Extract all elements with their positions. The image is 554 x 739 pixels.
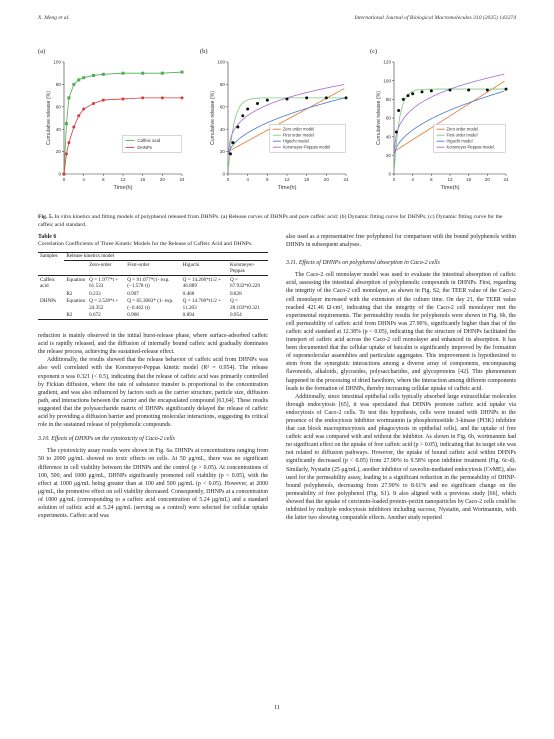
x-tick-label: 20 [484, 177, 490, 182]
caffeic-acid-point [82, 76, 85, 79]
table-cell: 0.828 [230, 290, 242, 297]
y-tick-label: 40 [55, 126, 61, 132]
y-tick-label: 20 [55, 149, 61, 155]
table-head-higuchi: Higuchi [182, 261, 200, 268]
x-tick-label: 8 [102, 177, 105, 182]
y-tick-label: 100 [383, 78, 391, 84]
figure-caption-label: Fig. 5. [38, 214, 54, 220]
x-tick-label: 0 [226, 177, 230, 182]
x-tick-label: 20 [159, 177, 165, 182]
x-tick-label: 12 [284, 177, 290, 182]
y-tick-label: 0 [388, 171, 391, 177]
x-tick-label: 16 [466, 177, 472, 182]
y-tick-label: 40 [219, 126, 225, 132]
caffeic-acid-point [77, 78, 80, 81]
x-axis-label: Time(h) [113, 185, 133, 191]
table-cell: Q = 14.206*t1/2 + 46.889 [182, 276, 222, 290]
left-column [38, 233, 268, 520]
dhnps-point [82, 108, 85, 111]
x-tick-label: 12 [447, 177, 453, 182]
table-head-first-order: First-order [127, 261, 150, 268]
table-cell: Q = 2.528*t + 24.352 [89, 298, 119, 311]
dhnps-point [65, 152, 68, 155]
panel-label-a: (a) [38, 48, 46, 55]
table-cell: 0.954 [230, 312, 242, 319]
observed-point [430, 89, 433, 92]
legend-label: Zero order model [446, 126, 478, 132]
paragraph: Additionally, since intestinal epithelial cells typically absorbed large extracellular molecules through endocytosis [65], it was speculated that DHNPs promote caffeic acid uptake via endocytosis of Caco-2 cells. To test this hypothesis, cells were treated with DHNPs in the presence of the endocytosis inhibitor wortmannin (a phosphoinositide 3-kinase (PI3K) inhibitor that can block macropinocytosis and phagocytosis in epithelial cells), and the uptake of free caffeic acid was compared with and without the inhibitor. As shown in Fig. 6b, wortmannin had no significant effect on the uptake of free caffeic acid (p > 0.05), indicating that its target site was not related to diffusion pathways. However, the uptake of bound caffeic acid within DHNPs significantly decreased (p < 0.05) from 27.90% to 9.58% upon inhibitor treatment (Fig. 6c-d). Similarly, Nystatin (25 μg/mL), another inhibitor of caveolin-mediated endocytosis (CvME), also used for the permeability assay, leading to a significant reduction in the permeability of DHNP-bound polyphenols, decreasing from 27.90% to 8.61% and no significant change on the permeability of free polyphenol (Fig. S1). It also aligned with a previous study [66], which showed that the uptake of curcumin-loaded protein–pectin nanoparticles by Caco-2 cells could be inhibited by multiple endocytosis inhibitors including sucrose, Nystatin, and Wortmannin, with the latter two showing comparable effects. Another study reported [286, 393, 516, 522]
y-tick-label: 60 [219, 104, 225, 110]
table-cell: R2 [66, 290, 73, 297]
dhnps-point [67, 141, 70, 144]
right-column [286, 233, 516, 522]
legend-label: Korsmeyer-Peppas model [282, 144, 331, 150]
y-tick-label: 40 [385, 134, 391, 140]
y-tick-label: 100 [217, 59, 225, 65]
table-cell: 0.968 [127, 312, 139, 319]
observed-point [305, 96, 308, 99]
observed-point [467, 89, 470, 92]
table-cell: Q = 1.977*t + 61.533 [89, 276, 119, 290]
table-cell: 0.894 [182, 312, 195, 319]
y-tick-label: 80 [55, 82, 61, 87]
x-tick-label: 4 [246, 177, 249, 182]
table-head-korsmeyer: Korsmeyer-Peppas [230, 261, 255, 275]
y-tick-label: 0 [222, 171, 225, 177]
table-cell: Equation [66, 298, 86, 305]
dhnps-fitting-chart [200, 46, 360, 206]
caffeic-acid-point [122, 72, 125, 75]
observed-point [236, 125, 239, 128]
paragraph: reduction is mainly observed in the initial burst-release phase, where surface-adsorbed caffeic acid is rapidly released, and the diffusion of internally bound caffeic acid gradually dominates the release process, achieving the sustained-release effect. [38, 333, 268, 356]
panel-label-c: (c) [370, 48, 378, 55]
y-tick-label: 100 [53, 59, 61, 65]
table-cell: Q = 28.103*t0.321 [230, 298, 260, 311]
release-curve-chart [36, 46, 201, 206]
caffeic-acid-point [141, 72, 144, 75]
section-heading: 3.10. Effects of DHNPs on the cytotoxicity of Caco-2 cells [38, 436, 175, 443]
table-cell: Equation [66, 276, 86, 283]
table-row [38, 290, 268, 298]
table-cell: R2 [66, 312, 73, 319]
table-row [38, 276, 268, 291]
observed-point [421, 90, 424, 93]
caffeic-acid-point [161, 72, 164, 75]
x-tick-label: 24 [503, 177, 509, 182]
caffeic-acid-point [181, 71, 184, 74]
table-cell: 0.233 [89, 290, 101, 297]
observed-point [407, 94, 410, 97]
x-tick-label: 0 [392, 177, 396, 182]
x-tick-label: 0 [62, 177, 66, 182]
legend-label: Higuchi model [446, 138, 473, 144]
observed-point [246, 108, 249, 111]
x-tick-label: 20 [323, 177, 329, 182]
table-title: Table 6 [38, 234, 57, 240]
observed-point [325, 96, 328, 99]
x-tick-label: 4 [82, 177, 85, 182]
table-cell: Q = 65.3083* (1- exp. (−0.462 t)) [127, 298, 174, 311]
y-axis-label: Cumulative release (%) [46, 91, 52, 145]
observed-point [505, 88, 508, 91]
x-tick-label: 24 [343, 177, 349, 182]
table-row [38, 312, 268, 320]
table-cell: 0.468 [182, 290, 195, 297]
figure-caption [38, 213, 516, 229]
dhnps-point [122, 97, 125, 100]
table-row [38, 298, 268, 312]
caffeic-acid-point [67, 96, 70, 99]
table-cell: Caffeic acid [40, 276, 56, 290]
x-axis-label: Time(h) [440, 185, 460, 191]
running-header-authors: X. Meng et al. [38, 15, 70, 21]
table-cell: 0.672 [89, 312, 101, 319]
panel-label-b: (b) [200, 48, 208, 55]
y-tick-label: 60 [385, 115, 391, 121]
paragraph: The cytotoxicity assay results were shown in Fig. 6a. DHNPs at concentrations ranging from 50 to 2000 μg/mL showed no toxic effects on cells. At 50 μg/mL, there was no significant difference in cell viability between the DHNPs and the control (p > 0.05). At concentrations of 100, 500, and 1000 μg/mL, DHNPs significantly promoted cell viability (p < 0.05), with the effect at 1000 μg/mL being greater than at 100 and 500 μg/mL (p < 0.05). However, at 2000 μg/mL, the promotive effect on cell viability decreased. Consequently, DHNPs at a concentration of 1000 μg/mL (corresponding to a caffeic acid concentration of 5.24 μg/mL) and a standard solution of caffeic acid at 5.24 μg/mL (serving as a control) were selected for cellular uptake experiments. Caffeic acid was [38, 448, 268, 520]
x-axis-label: Time(h) [277, 185, 297, 191]
y-tick-label: 20 [219, 149, 225, 155]
observed-point [486, 89, 489, 92]
y-tick-label: 20 [385, 152, 391, 158]
caffeic-acid-fitting-chart [368, 46, 518, 206]
dhnps-point [77, 114, 80, 117]
y-tick-label: 80 [219, 82, 225, 87]
observed-point [286, 97, 289, 100]
legend-label: Higuchi model [282, 138, 309, 144]
x-tick-label: 8 [266, 177, 269, 182]
caffeic-acid-point [92, 74, 95, 77]
observed-point [345, 96, 348, 99]
page-number: 11 [274, 705, 280, 711]
dhnps-point [92, 102, 95, 105]
running-header-journal: International Journal of Biological Macromolecules 310 (2025) 143274 [354, 15, 516, 21]
x-tick-label: 8 [430, 177, 433, 182]
paragraph: Additionally, the results showed that the release behavior of caffeic acid from DHNPs was also well correlated with the Korsmeyer-Peppas kinetic model (R² = 0.954). The release exponent n was 0.321 (< 0.5), indicating that the release of caffeic acid was primarily controlled by Fickian diffusion, where the rate of substance transfer is proportional to the concentration gradient, and was also influenced by factors such as the carrier structure, particle size, diffusion path, and interactions between the carrier and the encapsulated compound [63,64]. These results suggested that the polysaccharide matrix of DHNPs significantly delayed the release of caffeic acid by providing a diffusion barrier and promoting molecular interactions, suggesting its critical role in the sustained release of polyphenolic compounds. [38, 357, 268, 429]
observed-point [241, 114, 244, 117]
table-cell: DHNPs [40, 298, 57, 305]
y-tick-label: 80 [385, 96, 391, 102]
section-heading: 3.11. Effects of DHNPs on polyphenol absorption in Caco-2 cells [286, 260, 440, 267]
y-tick-label: 120 [383, 59, 391, 65]
x-tick-label: 16 [304, 177, 310, 182]
table-cell: Q = 14.760*t1/2 + 11.203 [182, 298, 222, 311]
x-tick-label: 16 [140, 177, 146, 182]
observed-point [266, 99, 269, 102]
legend-label: First order model [282, 132, 314, 138]
observed-point [449, 89, 452, 92]
x-tick-label: 24 [179, 177, 185, 182]
observed-point [411, 92, 414, 95]
x-tick-label: 12 [120, 177, 126, 182]
figure-caption-text: In vitro kinetics and fitting models of polyphenol released from DHNPs. (a) Release curves of DHNPs and pure caffeic acid; (b) Dynamic fitting curve for DHNPs; (c) Dynamic fitting curve for the caffeic acid standard. [38, 214, 503, 228]
legend-label: Zero order model [282, 126, 315, 132]
y-tick-label: 60 [55, 104, 61, 110]
table-cell: Q = 91.077*(1- exp. (−1.578 t)) [127, 276, 170, 290]
dhnps-point [161, 96, 164, 99]
observed-point [231, 141, 234, 144]
caffeic-acid-point [65, 122, 68, 125]
dhnps-point [63, 173, 66, 176]
dhnps-point [72, 125, 75, 128]
table-cell [38, 312, 64, 320]
caffeic-acid-point [102, 73, 105, 76]
table-head-zero-order: Zero-order [89, 261, 112, 268]
series-line-1 [64, 72, 182, 174]
table-head-samples: Samples [40, 253, 58, 260]
table-cell: 0.997 [127, 290, 139, 297]
observed-point [397, 109, 400, 112]
dhnps-point [181, 96, 184, 99]
observed-point [402, 98, 405, 101]
caffeic-acid-point [72, 83, 75, 86]
table-cell [38, 290, 64, 298]
legend-label: DHNPs [137, 145, 153, 150]
paragraph: The Caco-2 cell monolayer model was used to evaluate the intestinal absorption of caffeic acid, assessing the intestinal absorption of polyphenolic compounds in DHNPs. First, regarding the integrity of the Caco-2 cell monolayer, as shown in Fig. S2, the TEER value of the Caco-2 cell monolayer increased with the extension of the culture time. On day 21, the TEER value reached 421.46 Ω·cm², indicating that the integrity of the Caco-2 cell monolayer met the experimental requirements. The permeability results for polyphenols were shown in Fig. 6b, the cell permeability of caffeic acid from DHNPs was 27.90%, significantly higher than that of the caffeic acid standard at 12.38% (p < 0.05), indicating that the structure of DHNPs facilitated the transport of caffeic acid across the Caco-2 cell monolayer and enhanced its absorption. It has been documented that the cellular uptake of baicalin is significantly improved by the formation of supramolecular assemblies and particulate aggregates. This improvement is hypothesized to stem from the synergistic interactions among a diverse array of components, encompassing flavonoids, alkaloids, glycosides, polysaccharides, and glycoproteins [42]. This phenomenon happened in the processing of dried hawthorn, where the interaction among different components leads to the formation of DHNPs, thereby increasing cellular uptake of caffeic acid. [286, 272, 516, 392]
observed-point [256, 102, 259, 105]
observed-point [229, 152, 232, 155]
legend-label: Korsmeyer-Peppas model [446, 144, 494, 150]
legend-label: First order model [446, 132, 478, 138]
dhnps-point [141, 96, 144, 99]
x-tick-label: 4 [411, 177, 414, 182]
y-tick-label: 0 [58, 171, 61, 177]
kinetics-table [38, 252, 268, 321]
table-caption: Correlation Coefficients of Three Kinetic Models for the Release of Caffeic Acid and DHNPs. [38, 241, 253, 248]
legend-label: Caffeic acid [137, 138, 161, 143]
y-axis-label: Cumulative release (%) [210, 91, 216, 145]
observed-point [395, 131, 398, 134]
paragraph: also used as a representative free polyphenol for comparison with the bound polyphenols within DHNPs in subsequent analyses. [286, 234, 516, 249]
y-axis-label: Cumulative release (%) [376, 91, 382, 145]
dhnps-point [102, 99, 105, 102]
table-cell: Q = 67.932*t0.229 [230, 276, 260, 290]
table-head-group: Release kinetics model [64, 252, 268, 261]
